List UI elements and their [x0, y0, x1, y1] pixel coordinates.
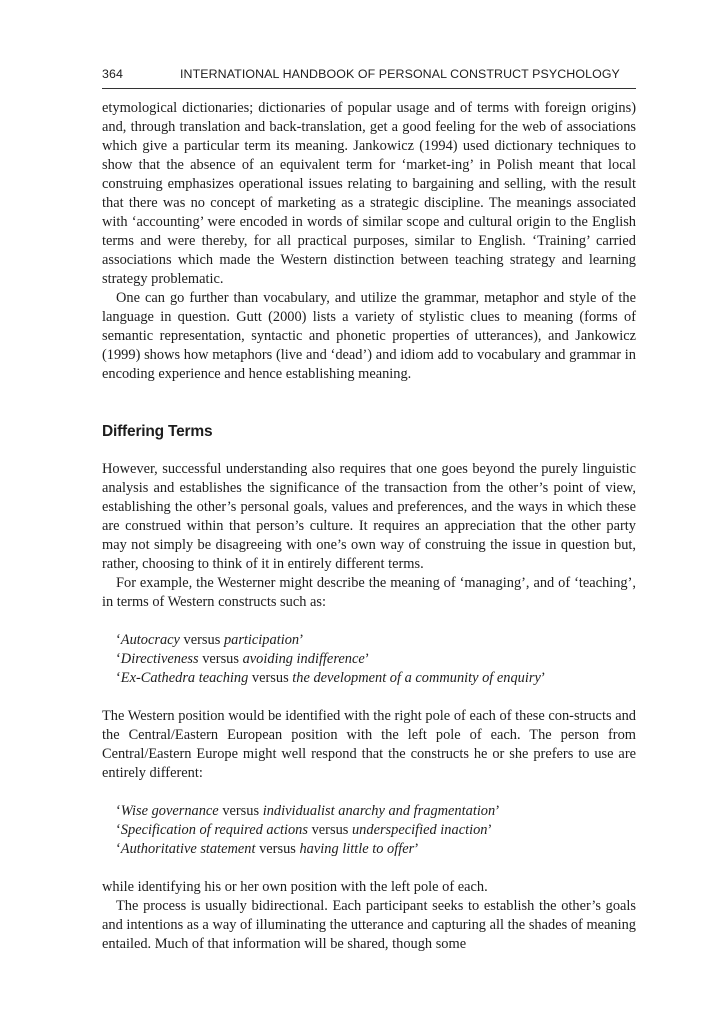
construct-line: ‘Ex-Cathedra teaching versus the development of a community of enquiry’	[116, 670, 546, 686]
construct-line: ‘Authoritative statement versus having little to offer’	[116, 841, 419, 857]
construct-right-pole: having little to offer	[299, 841, 415, 857]
construct-versus: versus	[259, 841, 296, 857]
paragraph: However, successful understanding also requires that one goes beyond the purely linguistic analysis and establishes the significance of the transaction from the other’s point of view, establishing the other’s personal goals, values and preferences, and the ways in which these are construed within that person’s culture. It requires an appreciation that the other party may not simply be disagreeing with one’s own way of construing the issue in question but, rather, choosing to think of it in entirely different terms.	[102, 461, 636, 572]
paragraph: The Western position would be identified with the right pole of each of these con-structs and the Central/Eastern European position with the left pole of each. The person from Central/Eastern Europe might well respond that the constructs he or she prefers to use are entirely different:	[102, 708, 636, 781]
construct-line: ‘Specification of required actions versus underspecified inaction’	[116, 822, 493, 838]
construct-versus: versus	[202, 651, 239, 667]
paragraph: For example, the Westerner might describe the meaning of ‘managing’, and of ‘teaching’, in terms of Western constructs such as:	[102, 575, 636, 610]
spacer	[102, 688, 636, 707]
construct-left-pole: Ex-Cathedra teaching	[120, 670, 249, 686]
spacer	[102, 859, 636, 878]
construct-versus: versus	[183, 632, 221, 648]
construct-left-pole: Wise governance	[120, 803, 219, 819]
construct-versus: versus	[251, 670, 289, 686]
construct-right-pole: individualist anarchy and fragmentation	[262, 803, 496, 819]
construct-versus: versus	[222, 803, 260, 819]
paragraph: while identifying his or her own position with the left pole of each.	[102, 879, 488, 895]
running-header	[102, 67, 636, 89]
spacer	[102, 612, 636, 631]
paragraph-continued: etymological dictionaries; dictionaries of popular usage and of terms with foreign origins) and, through translation and back-translation, get a good feeling for the web of associations which give a particular term its meaning. Jankowicz (1994) used dictionary techniques to show that the absence of an equivalent term for ‘market-ing’ in Polish meant that local construing emphasizes operational issues relating to bargaining and selling, with the result that there was no concept of marketing as a strategic discipline. The meanings associated with ‘accounting’ were encoded in words of similar scope and cultural origin to the English terms and were thereby, for all practical purposes, similar to English. ‘Training’ carried associations which made the Western distinction between teaching strategy and learning strategy problematic.	[102, 100, 636, 287]
body-text	[102, 99, 636, 954]
header-rule	[102, 88, 636, 89]
construct-right-pole: avoiding indifference	[242, 651, 365, 667]
construct-line: ‘Wise governance versus individualist anarchy and fragmentation’	[116, 803, 500, 819]
section-heading: Differing Terms	[102, 423, 213, 440]
eastern-constructs-list	[116, 802, 636, 859]
construct-right-pole: participation	[223, 632, 300, 648]
running-title: INTERNATIONAL HANDBOOK OF PERSONAL CONSTRUCT PSYCHOLOGY	[180, 67, 620, 81]
paragraph: The process is usually bidirectional. Each participant seeks to establish the other’s goals and intentions as a way of illuminating the utterance and capturing all the shades of meaning entailed. Much of that information will be shared, though some	[102, 898, 636, 952]
construct-versus: versus	[311, 822, 349, 838]
construct-left-pole: Authoritative statement	[120, 841, 256, 857]
construct-right-pole: the development of a community of enquiry	[292, 670, 541, 686]
western-constructs-list	[116, 631, 636, 688]
construct-line: ‘Autocracy versus participation’	[116, 632, 304, 648]
construct-left-pole: Autocracy	[120, 632, 180, 648]
construct-left-pole: Directiveness	[120, 651, 199, 667]
page-number: 364	[102, 67, 123, 81]
construct-right-pole: underspecified inaction	[351, 822, 488, 838]
construct-left-pole: Specification of required actions	[120, 822, 308, 838]
construct-line: ‘Directiveness versus avoiding indifference’	[116, 651, 370, 667]
paragraph: One can go further than vocabulary, and utilize the grammar, metaphor and style of the language in question. Gutt (2000) lists a variety of stylistic clues to meaning (forms of semantic representation, syntactic and phonetic properties of utterances), and Jankowicz (1999) shows how metaphors (live and ‘dead’) and idiom add to vocabulary and grammar in encoding experience and hence establishing meaning.	[102, 290, 636, 382]
spacer	[102, 783, 636, 802]
